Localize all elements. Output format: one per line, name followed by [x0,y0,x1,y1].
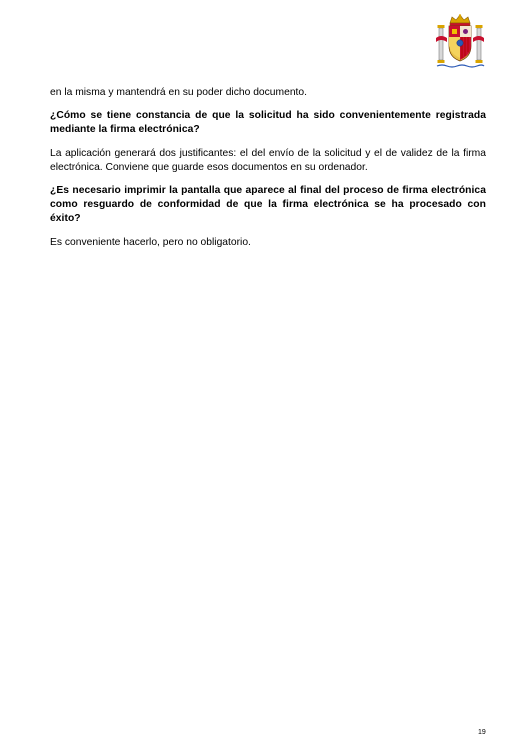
faq-question: ¿Es necesario imprimir la pantalla que aparece al final del proceso de firma electrónica como resguardo de conformidad de que la firma electrónica se ha procesado con éxito? [50,185,486,224]
page-number: 19 [478,729,486,736]
faq-answer: Es conveniente hacerlo, pero no obligatorio. [50,237,251,248]
spain-coat-of-arms-icon [434,14,486,70]
faq-answer: La aplicación generará dos justificantes: el del envío de la solicitud y el de validez de la firma electrónica. Conviene que guarde esos documentos en su ordenador. [50,148,486,173]
body-paragraph: en la misma y mantendrá en su poder dicho documento. [50,87,307,98]
faq-question: ¿Cómo se tiene constancia de que la solicitud ha sido convenientemente registrada mediante la firma electrónica? [50,110,486,135]
document-body [50,86,486,250]
